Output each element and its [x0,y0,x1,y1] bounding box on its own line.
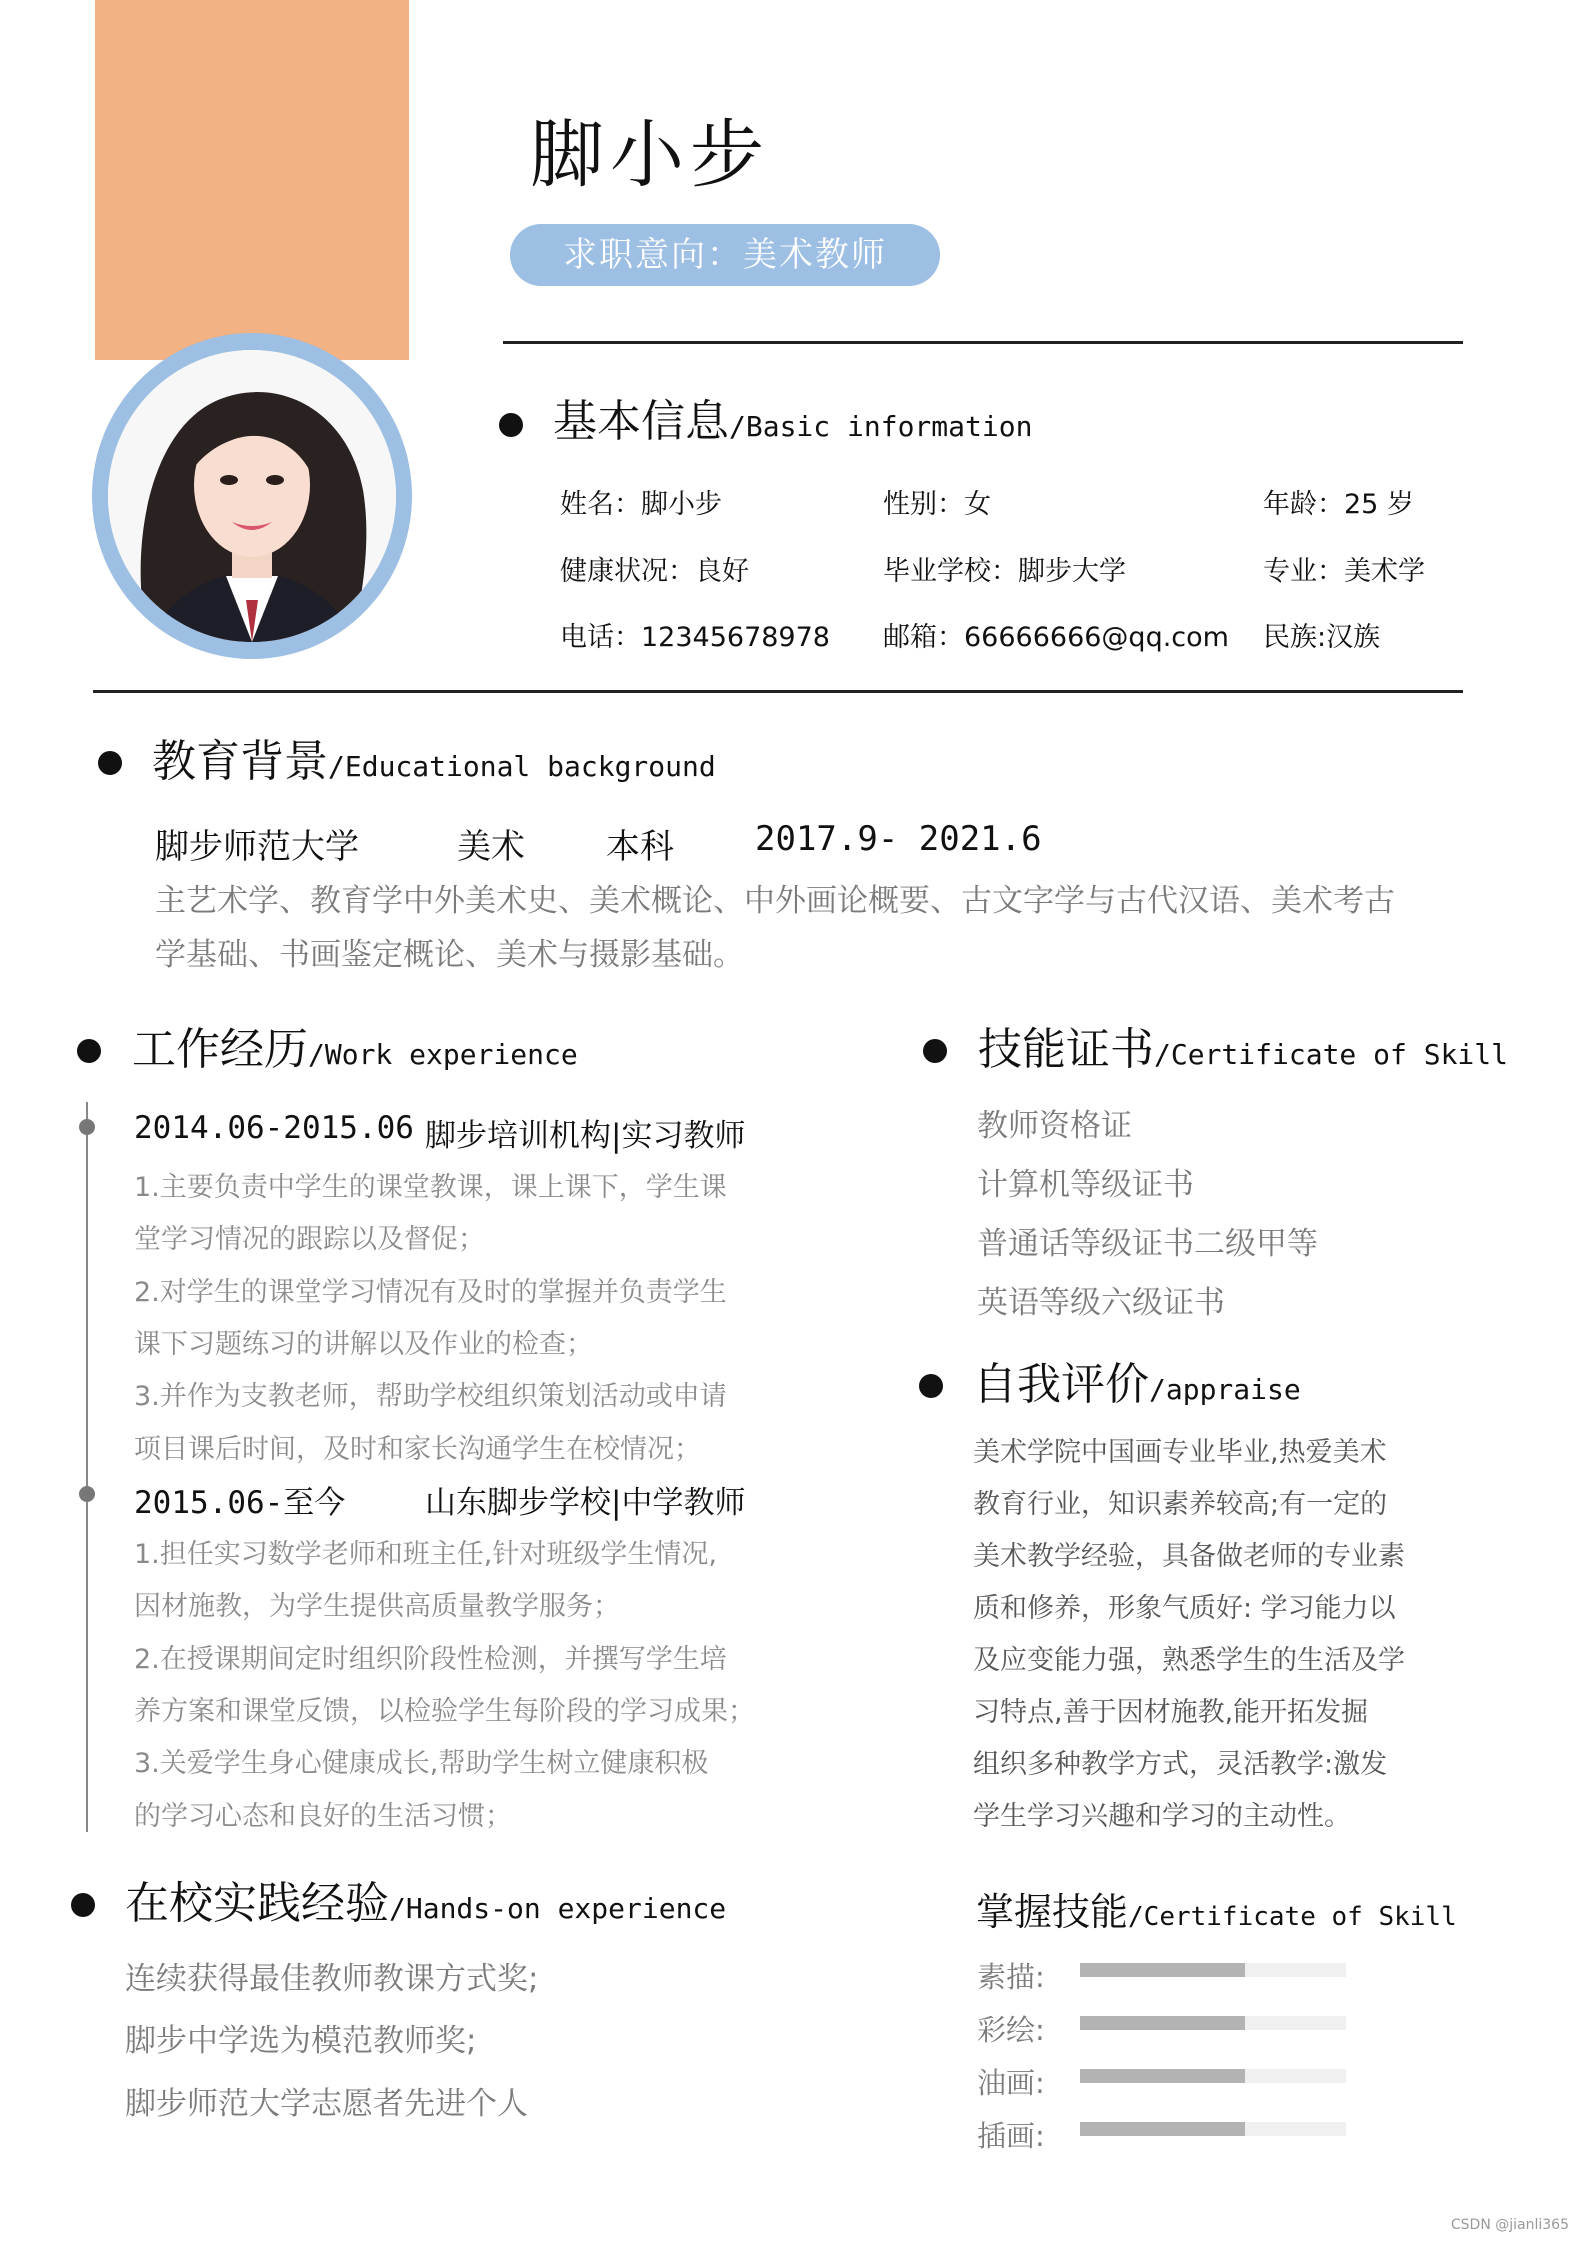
info-ethnicity: 民族:汉族 [1263,622,1381,653]
section-bullet-icon [98,751,122,775]
header-orange-band [95,0,409,360]
info-name: 姓名：脚小步 [560,489,722,520]
edu-degree: 本科 [606,827,674,867]
portrait-photo [108,350,396,642]
avatar [108,350,396,642]
section-title-certificates: 技能证书/Certificate of Skill [978,1024,1509,1075]
skill-bar-track [1080,2016,1346,2030]
skill-label: 插画: [977,2119,1045,2153]
info-school: 毕业学校：脚步大学 [883,556,1126,587]
section-title-work: 工作经历/Work experience [132,1024,578,1075]
skill-bar-track [1080,2122,1346,2136]
section-bullet-icon [77,1039,101,1063]
section-bullet-icon [919,1374,943,1398]
section-title-practice: 在校实践经验/Hands-on experience [125,1878,727,1929]
section-title-skills: 掌握技能/Certificate of Skill [976,1890,1457,1934]
info-health: 健康状况：良好 [560,556,749,587]
timeline-dot [79,1486,95,1502]
section-bullet-icon [71,1893,95,1917]
work-period: 2014.06-2015.06 [134,1110,414,1146]
watermark: CSDN @jianli365 [1450,2217,1569,2233]
work-detail-line: 堂学习情况的跟踪以及督促； [134,1224,485,1255]
timeline-dot [79,1119,95,1135]
work-org: 山东脚步学校|中学教师 [425,1485,746,1521]
work-detail-line: 课下习题练习的讲解以及作业的检查； [134,1329,593,1360]
work-detail-line: 3.关爱学生身心健康成长,帮助学生树立健康积极 [134,1748,709,1779]
edu-courses-line: 主艺术学、教育学中外美术史、美术概论、中外画论概要、古文字学与古代汉语、美术考古 [155,883,1395,919]
skill-label: 素描: [977,1960,1045,1994]
self-eval-line: 学生学习兴趣和学习的主动性。 [973,1801,1351,1832]
skill-bar-fill [1080,1963,1245,1977]
self-eval-line: 美术学院中国画专业毕业,热爱美术 [973,1437,1387,1468]
practice-item: 脚步师范大学志愿者先进个人 [125,2086,528,2122]
certificate-item: 教师资格证 [977,1108,1132,1144]
certificate-item: 英语等级六级证书 [977,1285,1225,1321]
work-detail-line: 1.主要负责中学生的课堂教课，课上课下，学生课 [134,1172,727,1203]
work-detail-line: 3.并作为支教老师，帮助学校组织策划活动或申请 [134,1381,727,1412]
skill-label: 油画: [977,2066,1045,2100]
section-title-education: 教育背景/Educational background [152,736,716,787]
section-title-self-eval: 自我评价/appraise [973,1359,1301,1410]
work-detail-line: 养方案和课堂反馈，以检验学生每阶段的学习成果； [134,1696,755,1727]
self-eval-line: 及应变能力强，熟悉学生的生活及学 [973,1645,1405,1676]
self-eval-line: 美术教学经验，具备做老师的专业素 [973,1541,1405,1572]
divider [503,341,1463,344]
skill-label: 彩绘: [977,2013,1045,2047]
info-email: 邮箱：66666666@qq.com [883,622,1229,653]
section-bullet-icon [923,1039,947,1063]
section-title-basic-info: 基本信息/Basic information [553,396,1033,447]
section-bullet-icon [499,413,523,437]
skill-bar-fill [1080,2016,1245,2030]
job-intent-badge: 求职意向：美术教师 [510,224,940,286]
work-detail-line: 2.在授课期间定时组织阶段性检测，并撰写学生培 [134,1644,727,1675]
edu-period: 2017.9- 2021.6 [755,819,1042,859]
work-org: 脚步培训机构|实习教师 [425,1118,746,1154]
work-detail-line: 项目课后时间，及时和家长沟通学生在校情况； [134,1434,701,1465]
work-detail-line: 2.对学生的课堂学习情况有及时的掌握并负责学生 [134,1277,727,1308]
certificate-item: 普通话等级证书二级甲等 [977,1226,1318,1262]
info-age: 年龄：25 岁 [1263,489,1414,520]
self-eval-line: 组织多种教学方式，灵活教学:激发 [973,1749,1388,1780]
candidate-name: 脚小步 [530,112,770,198]
info-gender: 性别：女 [883,489,991,520]
edu-major: 美术 [457,827,525,867]
skill-bar-fill [1080,2122,1245,2136]
divider [93,690,1463,693]
self-eval-line: 质和修养，形象气质好: 学习能力以 [973,1593,1396,1624]
work-period: 2015.06-至今 [134,1485,346,1521]
practice-item: 脚步中学选为模范教师奖; [125,2023,477,2059]
skill-bar-track [1080,1963,1346,1977]
info-phone: 电话：12345678978 [560,622,830,653]
work-detail-line: 的学习心态和良好的生活习惯； [134,1801,512,1832]
edu-courses-line: 学基础、书画鉴定概论、美术与摄影基础。 [155,937,744,973]
timeline-line [86,1102,88,1832]
work-detail-line: 因材施教，为学生提供高质量教学服务； [134,1591,620,1622]
skill-bar-fill [1080,2069,1245,2083]
work-detail-line: 1.担任实习数学老师和班主任,针对班级学生情况, [134,1539,717,1570]
self-eval-line: 习特点,善于因材施教,能开拓发掘 [973,1697,1369,1728]
skill-bar-track [1080,2069,1346,2083]
certificate-item: 计算机等级证书 [977,1167,1194,1203]
info-major: 专业：美术学 [1263,556,1425,587]
self-eval-line: 教育行业，知识素养较高;有一定的 [973,1489,1388,1520]
edu-school: 脚步师范大学 [155,827,359,867]
practice-item: 连续获得最佳教师教课方式奖; [125,1961,539,1997]
